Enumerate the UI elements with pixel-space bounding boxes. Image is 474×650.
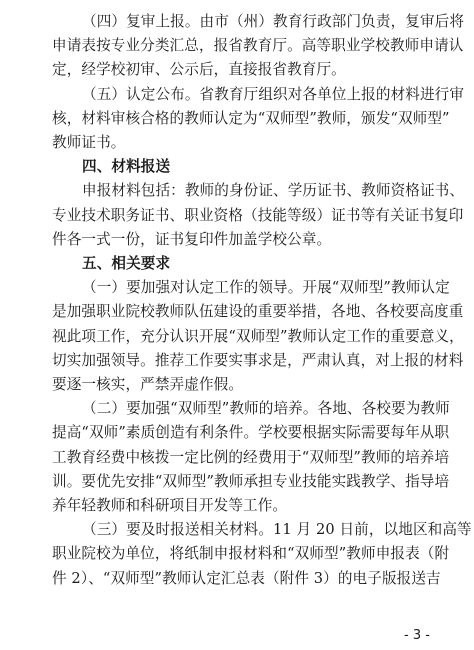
paragraph-req2-line-4: 训。要优先安排“双师型”教师承担专业技能实践教学、指导培 bbox=[52, 472, 450, 490]
paragraph-req3-line-3: 件 2）、“双师型”教师认定汇总表（附件 3）的电子版报送吉 bbox=[52, 569, 441, 587]
paragraph-req2-line-2: 提高“双师”素质创造有利条件。学校要根据实际需要每年从职 bbox=[52, 424, 450, 442]
page-number: - 3 - bbox=[404, 628, 430, 643]
paragraph-req1-line-3: 视此项工作，充分认识开展“双师型”教师认定工作的重要意义， bbox=[52, 327, 464, 345]
paragraph-req3-line-1: （三）要及时报送相关材料。11 月 20 日前，以地区和高等 bbox=[82, 521, 472, 539]
paragraph-req2-line-5: 养年轻教师和科研项目开发等工作。 bbox=[52, 497, 288, 514]
paragraph-announce-line-1: （五）认定公布。省教育厅组织对各单位上报的材料进行审 bbox=[82, 85, 465, 103]
paragraph-materials-line-3: 件各一式一份，证书复印件加盖学校公章。 bbox=[52, 230, 332, 248]
paragraph-req2-line-3: 工教育经费中核拨一定比例的经费用于“双师型”教师的培养培 bbox=[52, 448, 450, 466]
paragraph-req1-line-2: 是加强职业院校教师队伍建设的重要举措，各地、各校要高度重 bbox=[52, 303, 464, 321]
paragraph-review-line-3: 定，经学校初审、公示后，直接报省教育厅。 bbox=[52, 61, 346, 79]
paragraph-req2-line-1: （二）要加强“双师型”教师的培养。各地、各校要为教师 bbox=[82, 400, 450, 418]
paragraph-announce-line-3: 教师证书。 bbox=[52, 134, 126, 151]
paragraph-review-line-1: （四）复审上报。由市（州）教育行政部门负责，复审后将 bbox=[82, 13, 465, 30]
paragraph-materials-line-2: 专业技术职务证书、职业资格（技能等级）证书等有关证书复印 bbox=[52, 206, 464, 224]
paragraph-req1-line-1: （一）要加强对认定工作的领导。开展“双师型”教师认定 bbox=[82, 279, 450, 297]
paragraph-req3-line-2: 职业院校为单位，将纸制申报材料和“双师型”教师申报表（附 bbox=[52, 545, 450, 563]
paragraph-materials-line-1: 申报材料包括：教师的身份证、学历证书、教师资格证书、 bbox=[82, 182, 465, 200]
paragraph-announce-line-2: 核，材料审核合格的教师认定为“双师型”教师，颁发“双师型” bbox=[52, 109, 450, 127]
section-heading-materials: 四、材料报送 bbox=[82, 158, 171, 176]
section-heading-requirements: 五、相关要求 bbox=[82, 255, 171, 272]
paragraph-req1-line-4: 切实加强领导。推荐工作要实事求是，严肃认真，对上报的材料 bbox=[52, 351, 464, 369]
paragraph-req1-line-5: 要逐一核实，严禁弄虚作假。 bbox=[52, 376, 244, 393]
paragraph-review-line-2: 申请表按专业分类汇总，报省教育厅。高等职业学校教师申请认 bbox=[52, 37, 464, 55]
